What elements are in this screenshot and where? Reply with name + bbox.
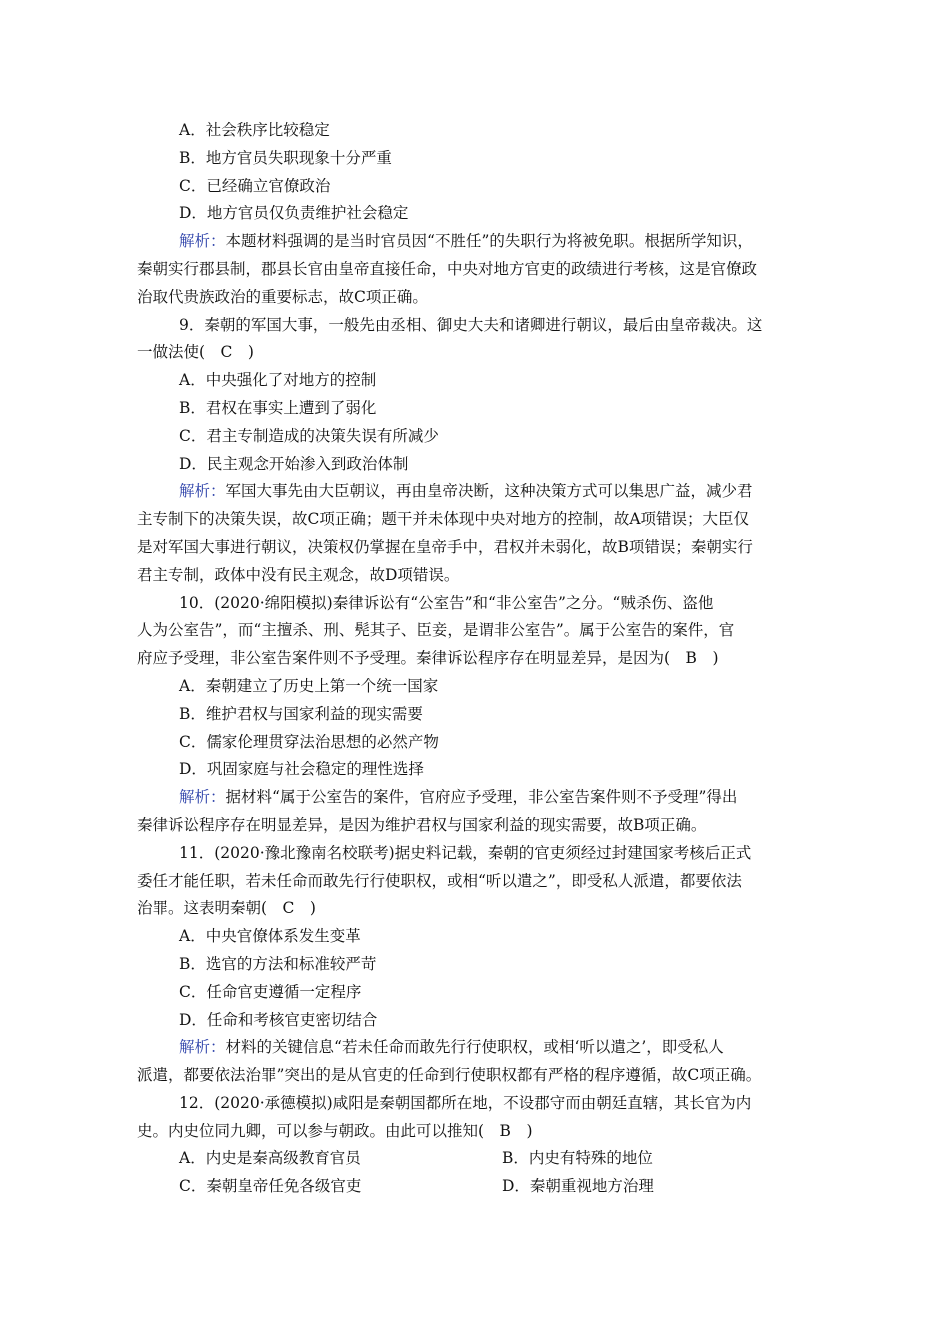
q12-option-d: D．秦朝重视地方治理: [502, 1177, 654, 1196]
q12-option-c: C．秦朝皇帝任免各级官吏: [179, 1177, 362, 1196]
analysis-label: 解析：: [179, 232, 226, 251]
analysis-label: 解析：: [179, 482, 226, 501]
q10-option-a: A．秦朝建立了历史上第一个统一国家: [179, 676, 439, 695]
q8-analysis-line: 解析：本题材料强调的是当时官员因“不胜任”的失职行为将被免职。根据所学知识，: [179, 232, 753, 251]
q10-analysis-line: 秦律诉讼程序存在明显差异，是因为维护君权与国家利益的现实需要，故B项正确。: [137, 815, 707, 834]
q10-option-c: C．儒家伦理贯穿法治思想的必然产物: [179, 732, 439, 751]
q9-analysis-line: 解析：军国大事先由大臣朝议，再由皇帝决断，这种决策方式可以集思广益，减少君: [179, 482, 753, 501]
q11-option-c: C．任命官吏遵循一定程序: [179, 982, 362, 1001]
q12-stem: 12．(2020·承德模拟)咸阳是秦朝国都所在地，不设郡守而由朝廷直辖，其长官为内: [179, 1093, 752, 1112]
q9-option-b: B．君权在事实上遭到了弱化: [179, 398, 377, 417]
q8-option-d: D．地方官员仅负责维护社会稳定: [179, 204, 409, 223]
q8-option-c: C．已经确立官僚政治: [179, 176, 331, 195]
q9-analysis-line: 君主专制，政体中没有民主观念，故D项错误。: [137, 565, 460, 584]
q12-stem: 史。内史位同九卿，可以参与朝政。由此可以推知( B ): [137, 1121, 533, 1140]
q11-option-b: B．选官的方法和标准较严苛: [179, 954, 377, 973]
q10-option-d: D．巩固家庭与社会稳定的理性选择: [179, 760, 424, 779]
q12-option-a: A．内史是秦高级教育官员: [179, 1149, 361, 1168]
q11-option-a: A．中央官僚体系发生变革: [179, 927, 361, 946]
q11-option-d: D．任命和考核官吏密切结合: [179, 1010, 378, 1029]
q8-analysis-line: 秦朝实行郡县制，郡县长官由皇帝直接任命，中央对地方官吏的政绩进行考核，这是官僚政: [137, 259, 758, 278]
q9-stem: 9．秦朝的军国大事，一般先由丞相、御史大夫和诸卿进行朝议，最后由皇帝裁决。这: [179, 315, 763, 334]
q9-analysis-line: 主专制下的决策失误，故C项正确；题干并未体现中央对地方的控制，故A项错误；大臣仅: [137, 510, 750, 529]
q11-stem: 11．(2020·豫北豫南名校联考)据史料记载，秦朝的官吏须经过封建国家考核后正式: [179, 843, 752, 862]
q8-analysis-line: 治取代贵族政治的重要标志，故C项正确。: [137, 287, 428, 306]
document-page: [137, 117, 825, 1201]
q10-stem: 府应予受理，非公室告案件则不予受理。秦律诉讼程序存在明显差异，是因为( B ): [137, 649, 719, 668]
q12-options-row: [137, 1173, 825, 1201]
q9-option-d: D．民主观念开始渗入到政治体制: [179, 454, 409, 473]
q12-options-row: [137, 1145, 825, 1173]
q9-option-c: C．君主专制造成的决策失误有所减少: [179, 426, 439, 445]
analysis-label: 解析：: [179, 1038, 226, 1057]
q10-option-b: B．维护君权与国家利益的现实需要: [179, 704, 423, 723]
analysis-label: 解析：: [179, 788, 226, 807]
q9-stem: 一做法使( C ): [137, 343, 254, 362]
q9-option-a: A．中央强化了对地方的控制: [179, 371, 377, 390]
q10-stem: 人为公室告”，而“主擅杀、刑、髡其子、臣妾，是谓非公室告”。属于公室告的案件，官: [137, 621, 735, 640]
q11-analysis-line: 解析：材料的关键信息“若未任命而敢先行行使职权，或相‘听以遣之’，即受私人: [179, 1038, 724, 1057]
q11-stem: 治罪。这表明秦朝( C ): [137, 899, 316, 918]
q10-analysis-line: 解析：据材料“属于公室告的案件，官府应予受理，非公室告案件则不予受理”得出: [179, 788, 738, 807]
q11-stem: 委任才能任职，若未任命而敢先行行使职权，或相“听以遣之”，即受私人派遣，都要依法: [137, 871, 742, 890]
q8-option-a: A．社会秩序比较稳定: [179, 121, 330, 139]
q9-analysis-line: 是对军国大事进行朝议，决策权仍掌握在皇帝手中，君权并未弱化，故B项错误；秦朝实行: [137, 537, 753, 556]
q11-analysis-line: 派遣，都要依法治罪”突出的是从官吏的任命到行使职权都有严格的程序遵循，故C项正确。: [137, 1066, 762, 1085]
q8-option-b: B．地方官员失职现象十分严重: [179, 148, 392, 167]
q12-option-b: B．内史有特殊的地位: [502, 1149, 653, 1168]
q10-stem: 10．(2020·绵阳模拟)秦律诉讼有“公室告”和“非公室告”之分。“贼杀伤、盗他: [179, 593, 714, 612]
